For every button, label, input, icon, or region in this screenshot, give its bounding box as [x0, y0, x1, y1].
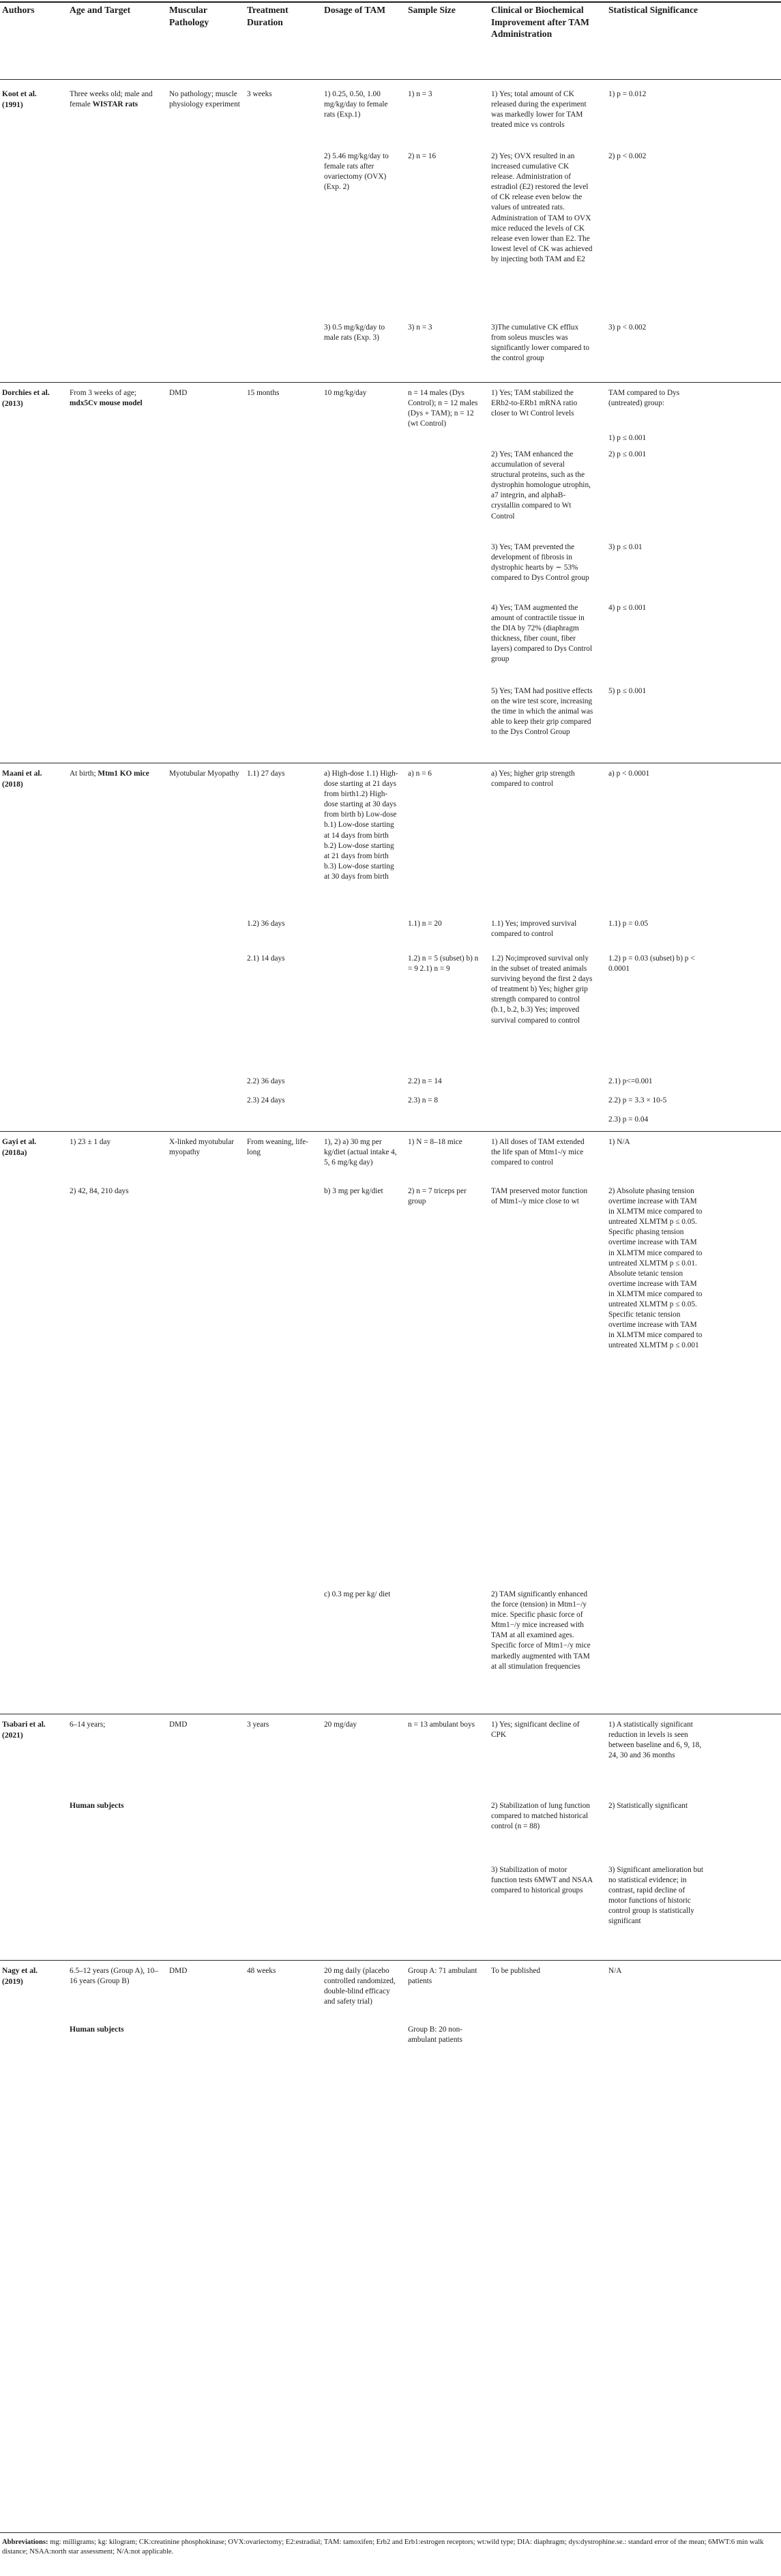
nagy-improvement: To be published [491, 1967, 541, 1975]
header-improvement: Clinical or Biochemical Improvement after TAM Administration [491, 5, 589, 39]
koot-age-text: Three weeks old; male and female [70, 90, 153, 109]
header-statistical-significance: Statistical Significance [608, 5, 698, 15]
nagy-significance: N/A [608, 1967, 622, 1975]
koot-pathology: No pathology; muscle physiology experiment [169, 90, 240, 109]
dorchies-significance-5: 5) p ≤ 0.001 [608, 687, 647, 695]
koot-significance-2: 2) p < 0.002 [608, 152, 647, 160]
nagy-pathology: DMD [169, 1967, 188, 1975]
tsabari-significance-2: 2) Statistically significant [608, 1802, 688, 1810]
nagy-duration: 48 weeks [247, 1967, 276, 1975]
header-sample-size: Sample Size [408, 5, 456, 15]
gayi-improvement-3: 2) TAM significantly enhanced the force (tension) in Mtm1−/y mice. Specific phasic force of Mtm1−/y mice increased with TAM at all examined ages. Specific force of Mtm1−/y mice markedly augmented with TAM at all stimulation frequencies [491, 1590, 591, 1671]
gayi-age-1: 1) 23 ± 1 day [70, 1138, 111, 1146]
koot-improvement-3: 3)The cumulative CK efflux from soleus muscles was significantly lower compared to the control group [491, 323, 589, 363]
gayi-sample-2: 2) n = 7 triceps per group [408, 1187, 467, 1206]
maani-age-target [70, 769, 162, 779]
dorchies-sig-header: TAM compared to Dys (untreated) group: [608, 389, 680, 408]
dorchies-significance-2: 2) p ≤ 0.001 [608, 450, 647, 458]
header-age-target: Age and Target [70, 5, 131, 15]
row-divider-maani [0, 1131, 781, 1132]
maani-duration-2: 1.2) 36 days [247, 920, 285, 928]
maani-sample-4: 2.2) n = 14 [408, 1077, 442, 1085]
dorchies-improvement-4: 4) Yes; TAM augmented the amount of contractile tissue in the DIA by 72% (diaphragm thickness, fiber count, fiber layers) compared to Dys Control group [491, 604, 593, 664]
gayi-improvement-2: TAM preserved motor function of Mtm1-/y mice close to wt [491, 1187, 588, 1206]
tsabari-duration: 3 years [247, 1721, 269, 1729]
gayi-dosage-2: b) 3 mg per kg/diet [324, 1187, 383, 1195]
maani-significance-2: 1.1) p = 0.05 [608, 920, 649, 928]
dorchies-duration: 15 months [247, 389, 280, 397]
dorchies-significance-3: 3) p ≤ 0.01 [608, 543, 643, 551]
dorchies-improvement-3: 3) Yes; TAM prevented the development of fibrosis in dystrophic hearts by ∼ 53% compared to Dys Control group [491, 543, 589, 583]
gayi-sample-1: 1) N = 8–18 mice [408, 1138, 462, 1146]
gayi-age-2: 2) 42, 84, 210 days [70, 1187, 129, 1195]
maani-duration-3: 2.1) 14 days [247, 954, 285, 963]
maani-age-strong: Mtm1 KO mice [98, 770, 149, 778]
gayi-significance-2: 2) Absolute phasing tension overtime increase with TAM in XLMTM mice compared to untreated XLMTM p ≤ 0.05. Specific phasing tension overtime increase with TAM in XLMTM mice compared to untreated XLMTM p ≤ 0.01. Absolute tetanic tension overtime increase with TAM in XLMTM mice compared to untreated XLMTM p ≤ 0.05. Specific tetanic tension overtime increase with TAM in XLMTM mice compared to untreated XLMTM p ≤ 0.001 [608, 1187, 703, 1350]
tsabari-age-1: 6–14 years; [70, 1721, 106, 1729]
tsabari-authors: Tsabari et al. (2021) [2, 1721, 46, 1740]
gayi-dosage-1: 1), 2) a) 30 mg per kg/diet (actual intake 4, 5, 6 mg/kg day) [324, 1138, 397, 1167]
maani-dosage-1: a) High-dose 1.1) High-dose starting at 21 days from birth1.2) High-dose starting at 30 days from birth b) Low-dose b.1) Low-dose starting at 14 days from birth b.2) Low-dose starting at 21 days from birth b.3) Low-dose starting at 30 days from birth [324, 770, 398, 881]
maani-significance-5: 2.2) p = 3.3 × 10-5 [608, 1096, 667, 1104]
koot-significance-1: 1) p = 0.012 [608, 90, 647, 98]
nagy-sample-b: Group B: 20 non-ambulant patients [408, 2025, 463, 2045]
maani-improvement-3: 1.2) No;improved survival only in the subset of treated animals surviving beyond the first 2 days of treatment b) Yes; higher grip strength compared to control (b.1, b.2, b.3) Yes; improved survival compared to control [491, 954, 593, 1025]
koot-authors: Koot et al. (1991) [2, 90, 37, 109]
gayi-dosage-3: c) 0.3 mg per kg/ diet [324, 1590, 391, 1598]
maani-sample-2: 1.1) n = 20 [408, 920, 442, 928]
dorchies-significance-1: 1) p ≤ 0.001 [608, 434, 647, 442]
abbreviations-text: mg: milligrams; kg: kilogram; CK:creatinine phosphokinase; OVX:ovariectomy; E2:estradial; TAM: tamoxifen; Erb2 and Erb1:estrogen receptors; wt:wild type; DIA: diaphragm; dys:dystrophine.se.: standard error of the mean; 6MWT:6 min walk distance; NSAA:north star assessment; N/A:not applicable. [2, 2538, 764, 2556]
koot-duration: 3 weeks [247, 90, 272, 98]
nagy-sample-a: Group A: 71 ambulant patients [408, 1967, 477, 1986]
koot-sample-2: 2) n = 16 [408, 152, 437, 160]
dorchies-authors: Dorchies et al. (2013) [2, 389, 50, 408]
gayi-duration: From weaning, life-long [247, 1138, 309, 1157]
tsabari-sample: n = 13 ambulant boys [408, 1721, 475, 1729]
dorchies-age-strong: mdx5Cv mouse model [70, 399, 143, 408]
maani-improvement-1: a) Yes; higher grip strength compared to control [491, 770, 575, 789]
abbreviations-label: Abbreviations: [2, 2538, 48, 2546]
header-muscular-pathology: Muscular Pathology [169, 5, 209, 27]
header-authors: Authors [2, 5, 35, 15]
maani-sample-3: 1.2) n = 5 (subset) b) n = 9 2.1) n = 9 [408, 954, 479, 974]
row-divider-koot [0, 382, 781, 383]
table-top-rule [0, 1, 781, 3]
tsabari-significance-1: 1) A statistically significant reduction in levels is seen between baseline and 6, 9, 18, 24, 30 and 36 months [608, 1721, 702, 1760]
header-bottom-rule [0, 79, 781, 80]
tsabari-improvement-1: 1) Yes; significant decline of CPK [491, 1721, 580, 1740]
tsabari-pathology: DMD [169, 1721, 188, 1729]
maani-pathology: Myotubular Myopathy [169, 770, 239, 778]
dorchies-pathology: DMD [169, 389, 188, 397]
maani-significance-6: 2.3) p = 0.04 [608, 1115, 649, 1124]
maani-significance-3: 1.2) p = 0.03 (subset) b) p < 0.0001 [608, 954, 695, 974]
maani-sample-1: a) n = 6 [408, 770, 432, 778]
maani-significance-4: 2.1) p<=0.001 [608, 1077, 653, 1085]
koot-sample-1: 1) n = 3 [408, 90, 432, 98]
tsabari-age-2: Human subjects [70, 1802, 124, 1810]
dorchies-age-target [70, 388, 162, 409]
gayi-pathology: X-linked myotubular myopathy [169, 1138, 235, 1157]
table-bottom-rule [0, 2532, 781, 2533]
dorchies-improvement-5: 5) Yes; TAM had positive effects on the wire test score, increasing the time in which the animal was able to keep their grip compared to the Dys Control Group [491, 687, 593, 737]
maani-duration-5: 2.3) 24 days [247, 1096, 285, 1104]
gayi-authors: Gayi et al. (2018a) [2, 1138, 37, 1157]
dorchies-age-text: From 3 weeks of age; [70, 389, 136, 397]
koot-significance-3: 3) p < 0.002 [608, 323, 647, 332]
maani-sample-5: 2.3) n = 8 [408, 1096, 439, 1104]
gayi-significance-1: 1) N/A [608, 1138, 630, 1146]
abbreviations-footnote [2, 2538, 776, 2557]
koot-age-target [70, 89, 162, 110]
tsabari-significance-3: 3) Significant amelioration but no statistical evidence; in contrast, rapid decline of motor functions of historic control group is statistically significant [608, 1866, 703, 1926]
koot-dosage-3: 3) 0.5 mg/kg/day to male rats (Exp. 3) [324, 323, 385, 342]
maani-authors: Maani et al. (2018) [2, 770, 42, 789]
koot-improvement-2: 2) Yes; OVX resulted in an increased cumulative CK release. Administration of estradiol (E2) restored the level of CK release even below the values of untreated rats. Administration of TAM to OVX mice reduced the levels of CK release even lower than E2. The lowest level of CK was achieved by injecting both TAM and E2 [491, 152, 593, 263]
nagy-authors: Nagy et al. (2019) [2, 1967, 38, 1986]
nagy-age-1: 6.5–12 years (Group A), 10–16 years (Group B) [70, 1967, 158, 1986]
tsabari-improvement-3: 3) Stabilization of motor function tests 6MWT and NSAA compared to historical groups [491, 1866, 593, 1895]
koot-age-strong: WISTAR rats [92, 100, 138, 109]
tsabari-improvement-2: 2) Stabilization of lung function compared to matched historical control (n = 88) [491, 1802, 590, 1831]
koot-dosage-2: 2) 5.46 mg/kg/day to female rats after ovariectomy (OVX) (Exp. 2) [324, 152, 389, 192]
koot-improvement-1: 1) Yes; total amount of CK released during the experiment was markedly lower for TAM treated mice vs controls [491, 90, 587, 130]
nagy-age-2: Human subjects [70, 2025, 124, 2034]
koot-dosage-1: 1) 0.25, 0.50, 1.00 mg/kg/day to female rats (Exp.1) [324, 90, 388, 119]
nagy-dosage: 20 mg daily (placebo controlled randomized, double-blind efficacy and safety trial) [324, 1967, 396, 2006]
dorchies-dosage: 10 mg/kg/day [324, 389, 367, 397]
row-divider-tsabari [0, 1960, 781, 1961]
maani-improvement-2: 1.1) Yes; improved survival compared to control [491, 920, 577, 939]
maani-age-text: At birth; [70, 770, 98, 778]
dorchies-significance-4: 4) p ≤ 0.001 [608, 604, 647, 612]
tsabari-dosage: 20 mg/day [324, 1721, 357, 1729]
gayi-improvement-1: 1) All doses of TAM extended the life span of Mtm1-/y mice compared to control [491, 1138, 585, 1167]
maani-significance-1: a) p < 0.0001 [608, 770, 650, 778]
dorchies-improvement-2: 2) Yes; TAM enhanced the accumulation of several structural proteins, such as the dystrophin homologue utrophin, a7 integrin, and alphaB-crystallin compared to Wt Control [491, 450, 591, 521]
header-treatment-duration: Treatment Duration [247, 5, 289, 27]
header-dosage: Dosage of TAM [324, 5, 386, 15]
koot-sample-3: 3) n = 3 [408, 323, 432, 332]
dorchies-sample: n = 14 males (Dys Control); n = 12 males (Dys + TAM); n = 12 (wt Control) [408, 389, 478, 428]
dorchies-improvement-1: 1) Yes; TAM stabilized the ERb2-to-ERb1 mRNA ratio closer to Wt Control levels [491, 389, 578, 418]
maani-duration-1: 1.1) 27 days [247, 770, 285, 778]
maani-duration-4: 2.2) 36 days [247, 1077, 285, 1085]
